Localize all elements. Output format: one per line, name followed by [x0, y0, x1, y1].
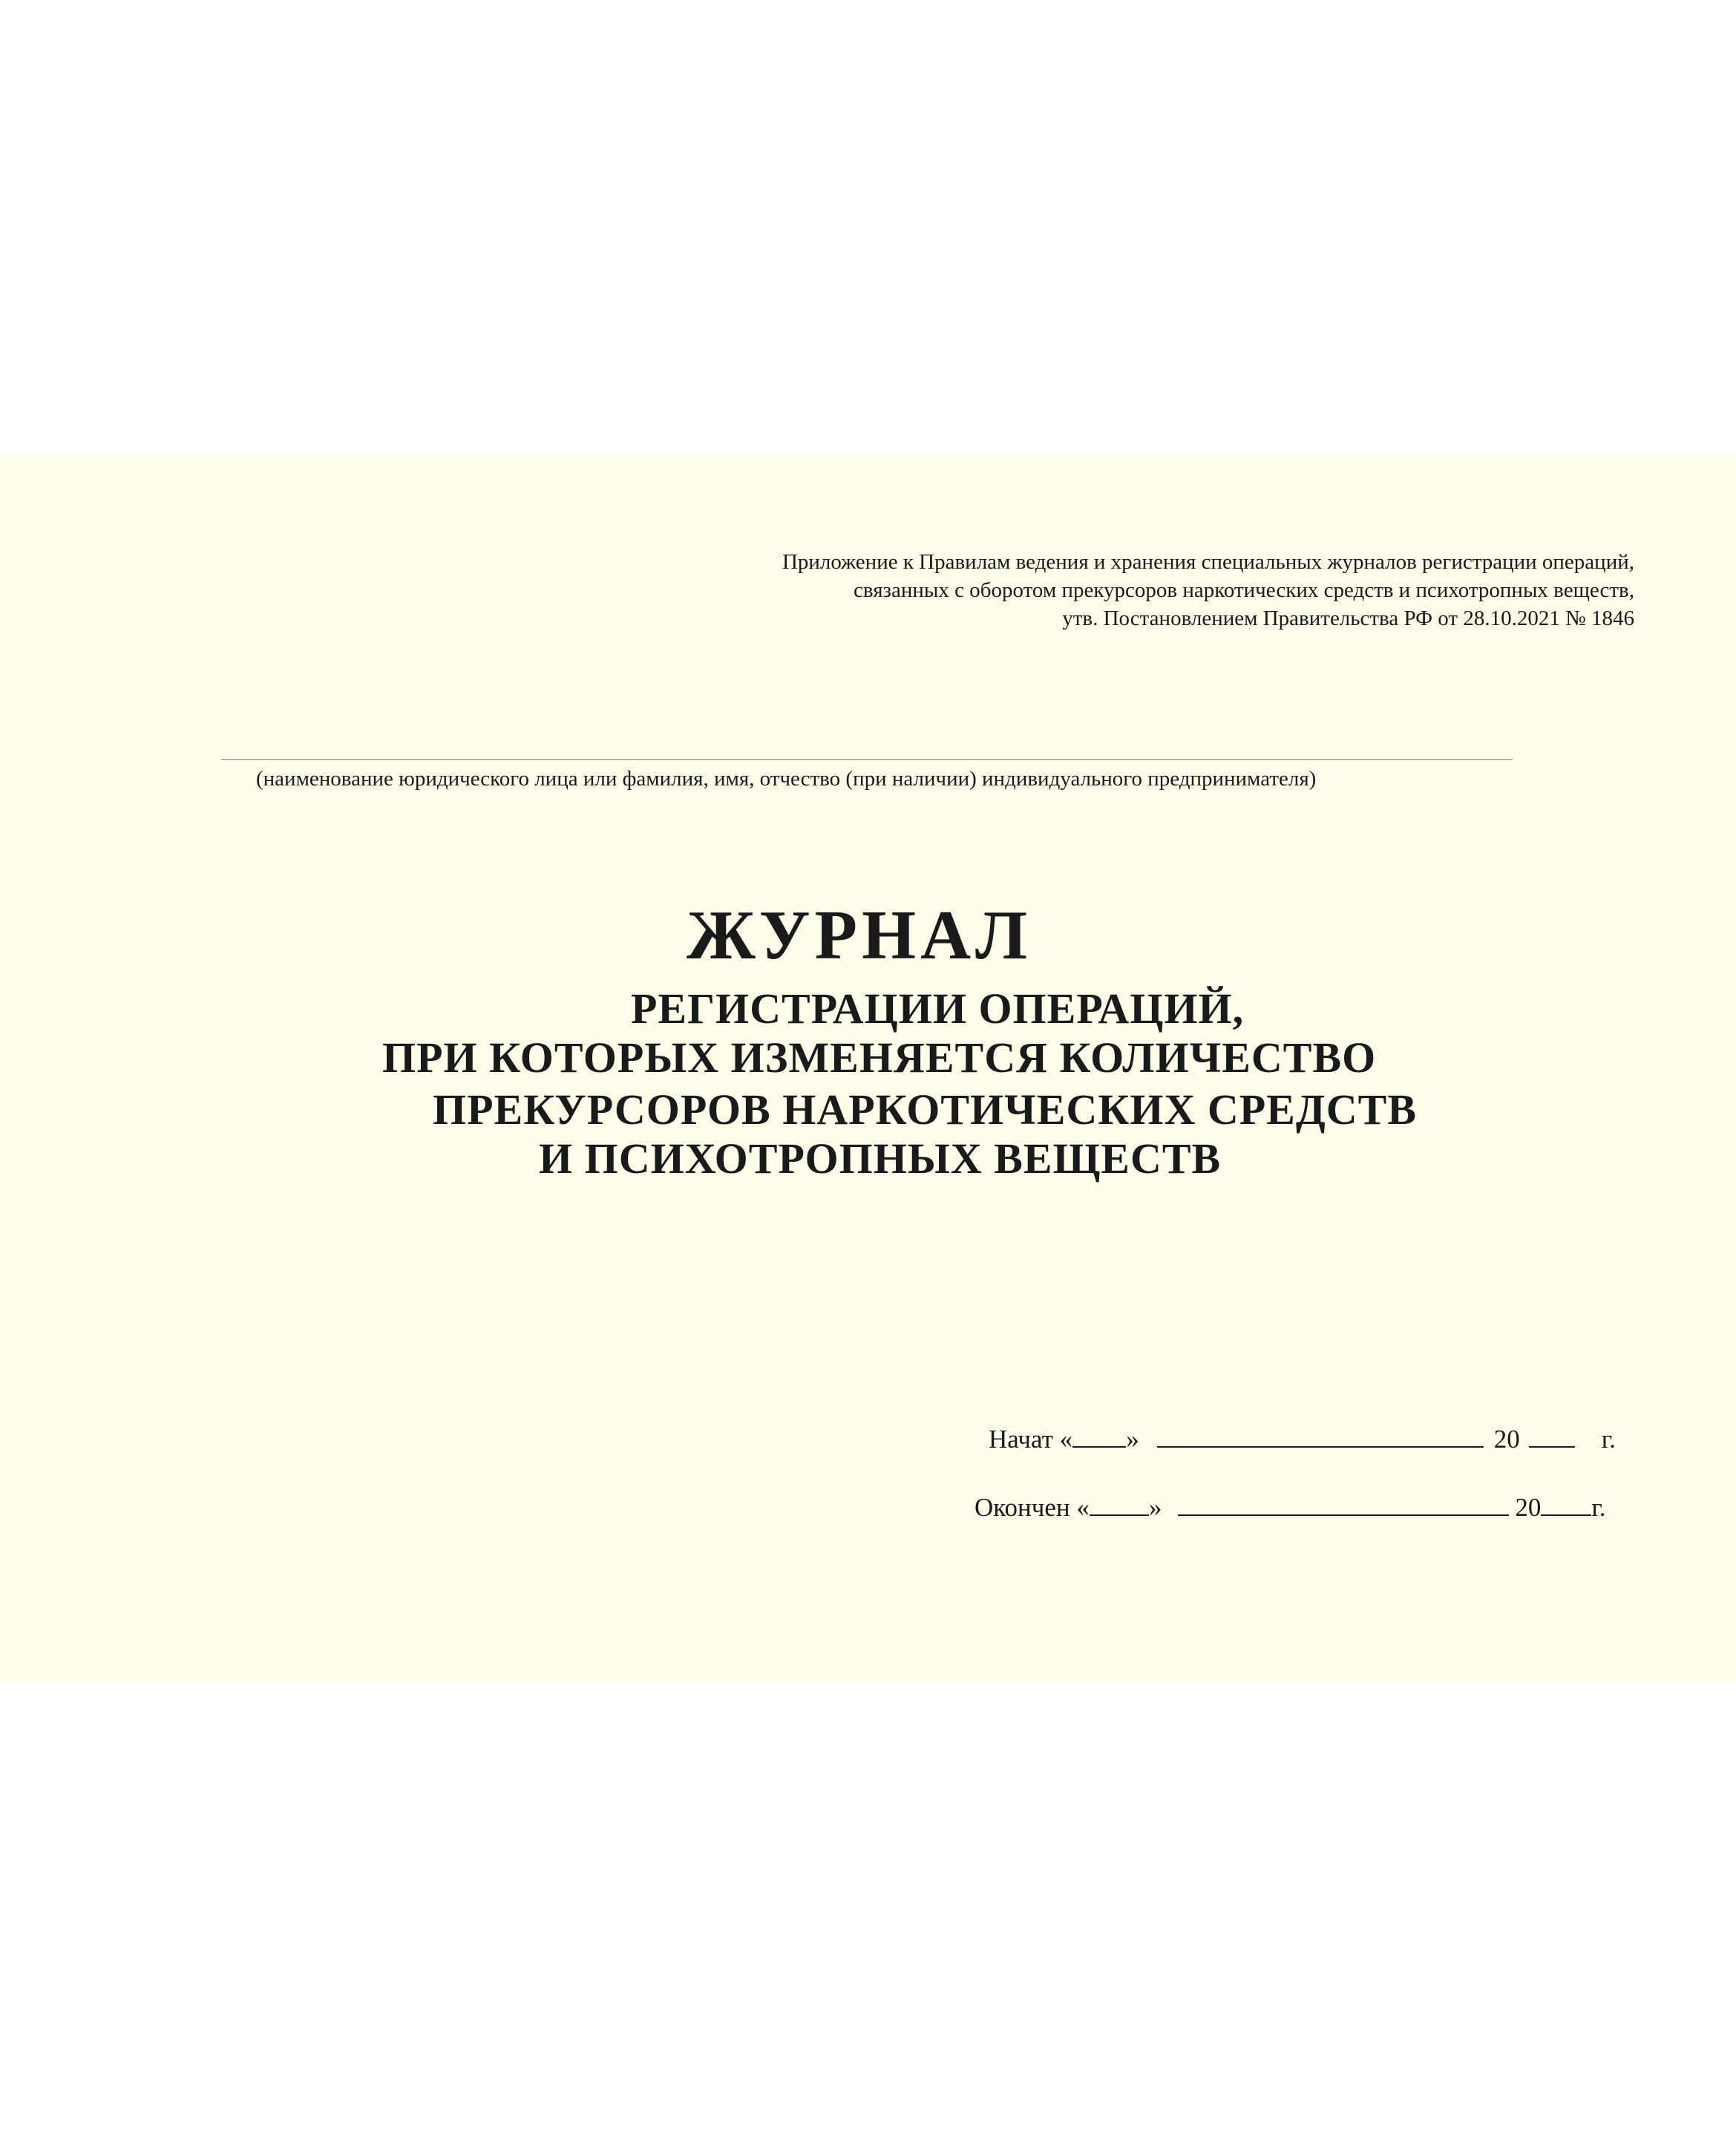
finished-year-prefix: 20	[1515, 1493, 1542, 1522]
appendix-line-1: Приложение к Правилам ведения и хранения специальных журналов регистрации операций,	[782, 550, 1634, 574]
started-month-blank	[1157, 1424, 1484, 1448]
finished-month-blank	[1178, 1492, 1509, 1516]
started-date-row	[989, 1422, 1616, 1457]
appendix-note	[521, 548, 1634, 633]
started-day-blank	[1072, 1424, 1126, 1448]
owner-caption: (наименование юридического лица или фамилия, имя, отчество (при наличии) индивидуального предпринимателя)	[256, 767, 1317, 791]
journal-subtitle-line-4: И ПСИХОТРОПНЫХ ВЕЩЕСТВ	[539, 1134, 1222, 1183]
journal-subtitle-line-3: ПРЕКУРСОРОВ НАРКОТИЧЕСКИХ СРЕДСТВ	[433, 1085, 1418, 1134]
owner-name-line	[221, 759, 1513, 760]
journal-cover	[0, 454, 1736, 1681]
journal-subtitle-line-1: РЕГИСТРАЦИИ ОПЕРАЦИЙ,	[631, 984, 1245, 1033]
started-year-prefix: 20	[1493, 1425, 1520, 1454]
finished-date-row	[975, 1491, 1606, 1525]
finished-label: Окончен «	[975, 1493, 1090, 1522]
started-close-quote: »	[1126, 1425, 1139, 1454]
started-year-blank	[1529, 1424, 1575, 1448]
appendix-line-2: связанных с оборотом прекурсоров наркотических средств и психотропных веществ,	[854, 578, 1634, 602]
journal-subtitle-line-2: ПРИ КОТОРЫХ ИЗМЕНЯЕТСЯ КОЛИЧЕСТВО	[382, 1033, 1377, 1082]
finished-year-suffix: г.	[1591, 1493, 1606, 1522]
started-label: Начат «	[989, 1425, 1073, 1454]
finished-year-blank	[1541, 1492, 1591, 1516]
journal-title: ЖУРНАЛ	[687, 897, 1032, 974]
finished-close-quote: »	[1148, 1493, 1162, 1522]
finished-day-blank	[1090, 1492, 1149, 1516]
appendix-line-3: утв. Постановлением Правительства РФ от 28.10.2021 № 1846	[1062, 607, 1634, 630]
started-year-suffix: г.	[1601, 1425, 1616, 1454]
